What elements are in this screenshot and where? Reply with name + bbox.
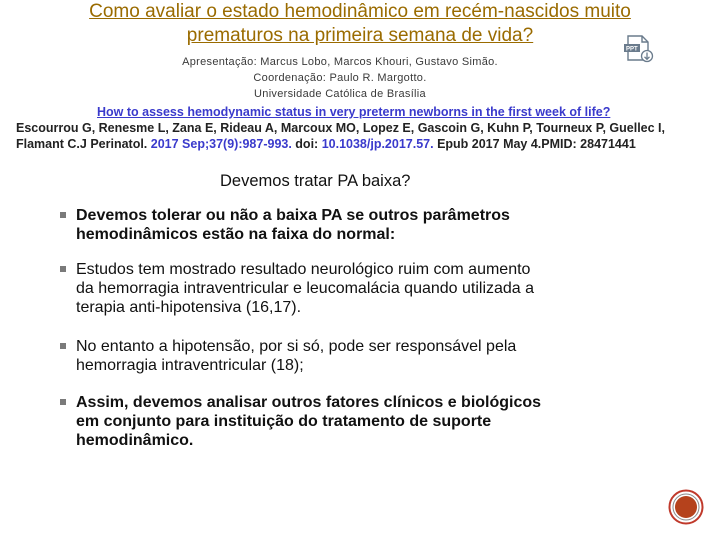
slide-title: [0, 0, 720, 48]
reference-date-link[interactable]: 2017 Sep;37(9):987-993.: [150, 137, 292, 151]
bullet-text-line: hemodinâmico.: [76, 432, 194, 449]
bullet-square-icon: [60, 266, 66, 272]
bullet-text-line: Assim, devemos analisar outros fatores clínicos e biológicos: [76, 394, 542, 411]
slide-title-line-2: prematuros na primeira semana de vida?: [186, 25, 534, 46]
bullet-text-line: terapia anti-hipotensiva (16,17).: [76, 299, 302, 316]
bullet-text-line: da hemorragia intraventricular e leucomalácia quando utilizada a: [76, 280, 535, 297]
svg-text:PPT: PPT: [626, 46, 638, 53]
bullet-text-line: Estudos tem mostrado resultado neurológico ruim com aumento: [76, 261, 531, 278]
reference-authors-line-2: [16, 136, 716, 152]
bullet-item: [60, 337, 516, 375]
coordination-line: Coordenação: Paulo R. Margotto.: [253, 72, 427, 84]
credits-block: [100, 54, 580, 102]
bullet-text-line: hemorragia intraventricular (18);: [76, 357, 304, 374]
reference-doi-label: doi:: [291, 137, 322, 151]
bullet-text-line: Devemos tolerar ou não a baixa PA se outros parâmetros: [76, 207, 510, 224]
ppt-download-icon[interactable]: [622, 34, 656, 64]
reference-authors-line-1: Escourrou G, Renesme L, Zana E, Rideau A, Marcoux MO, Lopez E, Gascoin G, Kuhn P, Tourneux P, Guellec I,: [16, 121, 665, 135]
bullet-square-icon: [60, 212, 66, 218]
presenters-line: Apresentação: Marcus Lobo, Marcos Khouri, Gustavo Simão.: [182, 56, 498, 68]
circular-nav-button[interactable]: [668, 489, 704, 525]
reference-doi-link[interactable]: 10.1038/jp.2017.57.: [321, 137, 434, 151]
reference-pmid: 28471441: [580, 137, 636, 151]
slide-title-line-1: Como avaliar o estado hemodinâmico em recém-nascidos muito: [89, 1, 631, 22]
bullet-item: [60, 206, 510, 244]
bullet-text-line: em conjunto para instituição do tratamento de suporte: [76, 413, 492, 430]
bullet-item: [60, 260, 534, 317]
reference-journal: Flamant C.J Perinatol.: [16, 137, 151, 151]
bullet-item: [60, 393, 541, 450]
bullet-text-line: hemodinâmicos estão na faixa do normal:: [76, 226, 396, 243]
bullet-text-line: No entanto a hipotensão, por si só, pode ser responsável pela: [76, 338, 517, 355]
reference-title-link[interactable]: How to assess hemodynamic status in very preterm newborns in the first week of life?: [97, 105, 611, 119]
bullet-square-icon: [60, 399, 66, 405]
reference-epub: Epub 2017 May 4.PMID:: [433, 137, 581, 151]
bullet-square-icon: [60, 343, 66, 349]
reference-citation: [16, 120, 716, 152]
section-question: Devemos tratar PA baixa?: [220, 172, 411, 190]
institution-line: Universidade Católica de Brasília: [254, 88, 426, 100]
